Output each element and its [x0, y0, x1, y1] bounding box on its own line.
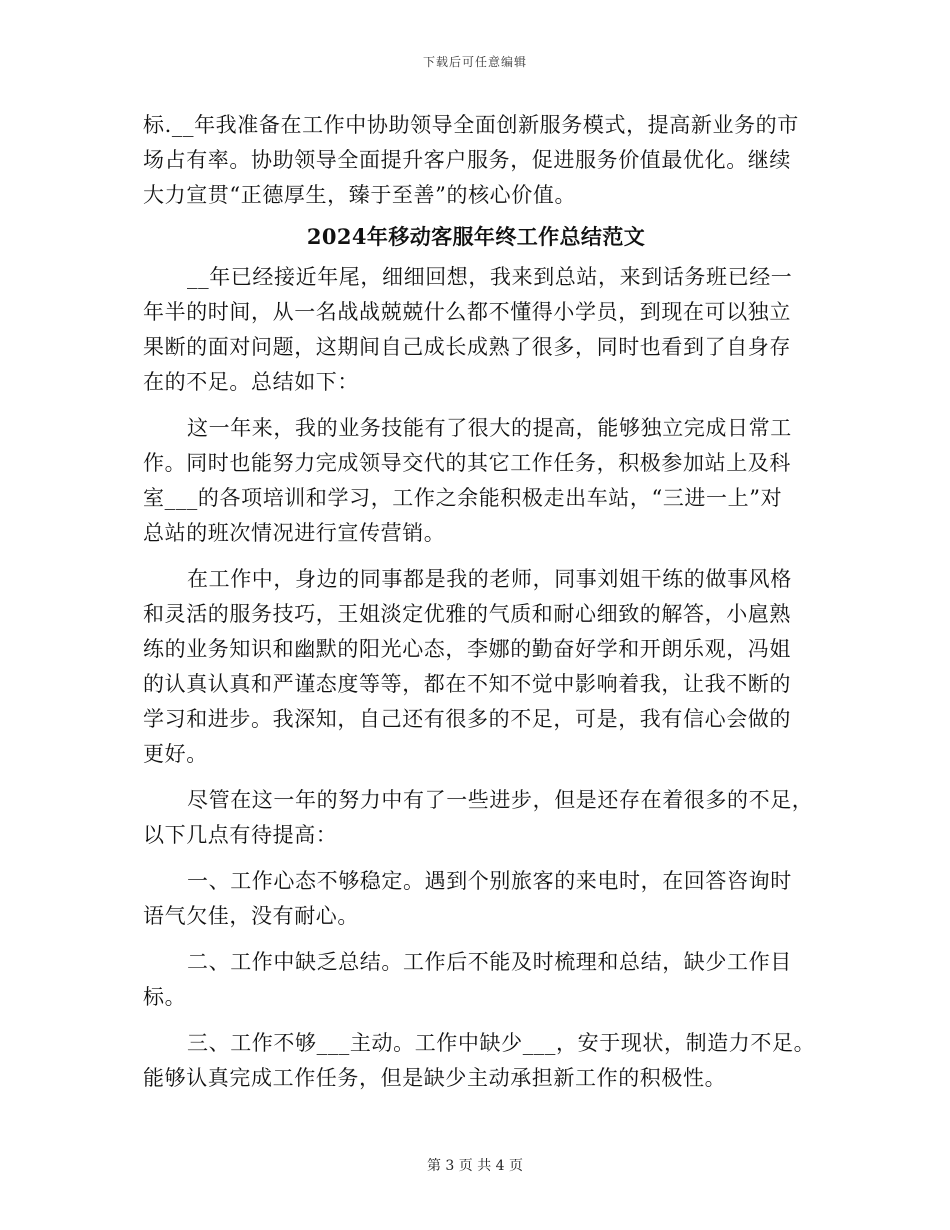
paragraph-6: [143, 945, 809, 1015]
paragraph-2: [143, 411, 809, 551]
text-line: 室___的各项培训和学习，工作之余能积极走出车站，“三进一上”对: [143, 486, 783, 510]
paragraph-4: [143, 783, 814, 853]
text-line: 这一年来，我的业务技能有了很大的提高，能够独立完成日常工: [187, 416, 792, 440]
text-line: 总站的班次情况进行宣传营销。: [143, 521, 446, 545]
document-title: 2024年移动客服年终工作总结范文: [306, 224, 646, 249]
text-line: 作。同时也能努力完成领导交代的其它工作任务，积极参加站上及科: [143, 451, 791, 475]
paragraph-1: [143, 260, 809, 400]
document-body: [143, 108, 816, 1096]
page-footer: 第 3 页 共 4 页: [426, 1158, 524, 1174]
text-line: __年已经接近年尾，细细回想，我来到总站，来到话务班已经一: [187, 265, 793, 289]
text-line: 以下几点有待提高：: [143, 823, 338, 847]
text-line: 一、工作心态不够稳定。遇到个别旅客的来电时，在回答咨询时: [187, 869, 792, 893]
text-line: 大力宣贯“正德厚生，臻于至善”的核心价值。: [143, 183, 577, 207]
text-line: 的认真认真和严谨态度等等，都在不知不觉中影响着我，让我不断的: [143, 672, 791, 696]
text-line: 语气欠佳，没有耐心。: [143, 904, 359, 928]
text-line: 在的不足。总结如下：: [143, 370, 359, 394]
text-line: 标。: [143, 985, 187, 1009]
text-line: 能够认真完成工作任务，但是缺少主动承担新工作的积极性。: [143, 1066, 727, 1090]
paragraph-5: [143, 864, 809, 934]
text-line: 三、工作不够___主动。工作中缺少___，安于现状，制造力不足。: [187, 1031, 816, 1055]
text-line: 果断的面对问题，这期间自己成长成熟了很多，同时也看到了自身存: [143, 335, 791, 359]
text-line: 二、工作中缺乏总结。工作后不能及时梳理和总结，缺少工作目: [187, 950, 792, 974]
text-line: 在工作中，身边的同事都是我的老师，同事刘姐干练的做事风格: [187, 567, 792, 591]
paragraph-7: [143, 1026, 816, 1096]
text-line: 标.__年我准备在工作中协助领导全面创新服务模式，提高新业务的市: [143, 113, 799, 137]
intro-paragraph: [143, 108, 809, 213]
text-line: 和灵活的服务技巧，王姐淡定优雅的气质和耐心细致的解答，小扈熟: [143, 602, 791, 626]
text-line: 场占有率。协助领导全面提升客户服务，促进服务价值最优化。继续: [143, 148, 791, 172]
text-line: 年半的时间，从一名战战兢兢什么都不懂得小学员，到现在可以独立: [143, 300, 791, 324]
text-line: 练的业务知识和幽默的阳光心态，李娜的勤奋好学和开朗乐观，冯姐: [143, 637, 791, 661]
paragraph-3: [143, 562, 809, 772]
page-header: 下载后可任意编辑: [422, 55, 527, 69]
text-line: 学习和进步。我深知，自己还有很多的不足，可是，我有信心会做的: [143, 707, 791, 731]
text-line: 尽管在这一年的努力中有了一些进步，但是还存在着很多的不足，: [187, 788, 814, 812]
text-line: 更好。: [143, 742, 208, 766]
